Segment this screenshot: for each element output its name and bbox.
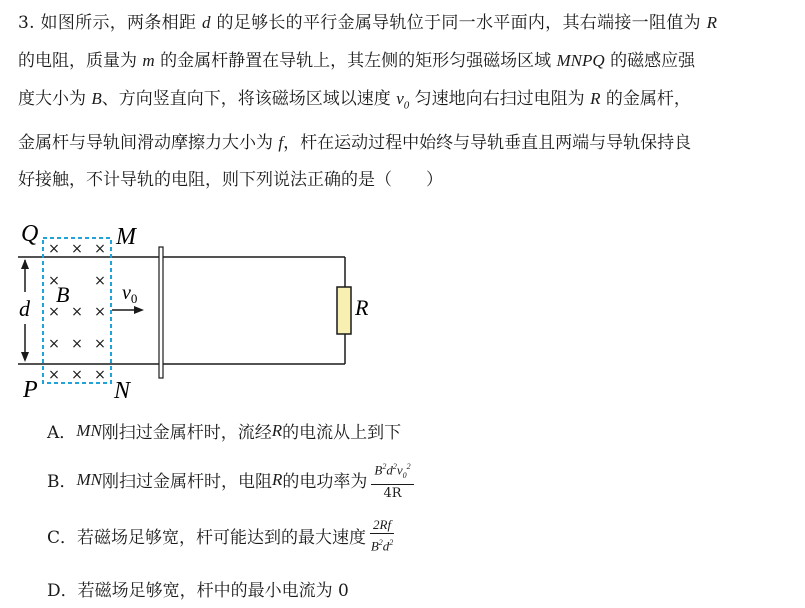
label-d: d: [19, 296, 30, 321]
resistor: [337, 287, 351, 334]
question-stem: [18, 4, 788, 199]
option-c[interactable]: [47, 516, 394, 554]
fraction-denominator: $B^2d^2$: [370, 538, 394, 554]
var-v0: $v_0$: [396, 89, 410, 112]
option-text: 刚扫过金属杆时，流经: [101, 423, 272, 443]
cross-mark: ×: [94, 367, 106, 383]
var-f: f: [278, 133, 284, 153]
cross-mark: ×: [48, 273, 60, 289]
option-a[interactable]: [47, 418, 401, 443]
var-d: d: [201, 13, 211, 32]
cross-mark: ×: [48, 241, 60, 257]
option-text: 的电功率为: [282, 472, 368, 493]
var-R-2: R: [590, 89, 601, 108]
option-letter: A．: [47, 423, 77, 443]
stem-line-5: [18, 162, 788, 199]
var-R: R: [272, 469, 283, 489]
stem-text-1b: 的足够长的平行金属导轨位于同一水平面内，其右端接一阻值为: [210, 13, 707, 33]
option-b[interactable]: [47, 458, 414, 502]
cross-mark: ×: [94, 304, 106, 320]
cross-mark: ×: [94, 273, 106, 289]
cross-mark: ×: [71, 336, 83, 352]
var-R: R: [271, 420, 283, 440]
cross-mark: ×: [48, 304, 60, 320]
option-text: 若磁场足够宽，杆可能达到的最大速度: [77, 527, 367, 548]
cross-mark: ×: [71, 241, 83, 257]
cross-mark: ×: [48, 336, 60, 352]
cross-mark: ×: [94, 241, 106, 257]
power-fraction: [371, 458, 413, 502]
stem-text-1a: 如图所示，两条相距: [40, 13, 202, 33]
fraction-numerator: 2Rf: [370, 516, 394, 534]
stem-text-4a: 金属杆与导轨间滑动摩擦力大小为: [18, 133, 279, 154]
question-number: 3.: [18, 13, 35, 33]
stem-text-3d: 的金属杆，: [600, 89, 691, 109]
stem-text-3a: 度大小为: [18, 89, 92, 109]
cross-mark: ×: [48, 367, 60, 383]
stem-text-3b: 、方向竖直向下，将该磁场区域以速度: [101, 89, 397, 109]
cross-mark: ×: [71, 304, 83, 320]
label-Q: Q: [21, 221, 39, 247]
option-letter: C．: [47, 527, 78, 548]
cross-mark: ×: [94, 336, 106, 352]
var-MNPQ: MNPQ: [556, 51, 605, 70]
field-crosses: [48, 241, 106, 383]
stem-line-2: [18, 42, 788, 80]
stem-line-1: [18, 4, 788, 42]
velocity-fraction: [370, 516, 394, 554]
stem-line-4: [18, 124, 788, 162]
option-d[interactable]: [47, 576, 349, 601]
label-N: N: [114, 378, 131, 404]
option-text: 若磁场足够宽，杆中的最小电流为 0: [77, 581, 349, 601]
label-B: B: [56, 282, 70, 307]
stem-text-2b: 的金属杆静置在导轨上，其左侧的矩形匀强磁场区域: [154, 51, 557, 71]
label-v0: $v_0$: [122, 282, 138, 306]
stem-text-4b: ，杆在运动过程中始终与导轨垂直且两端与导轨保持良: [283, 133, 692, 154]
option-letter: D．: [47, 581, 78, 601]
label-M: M: [116, 224, 136, 250]
stem-text-5: 好接触，不计导轨的电阻，则下列说法正确的是（ ）: [18, 170, 443, 191]
circuit-diagram: [10, 212, 380, 407]
var-MN: MN: [76, 420, 102, 440]
var-m: m: [142, 51, 155, 70]
var-MN: MN: [76, 469, 102, 489]
metal-rod: [159, 247, 163, 378]
stem-text-2a: 的电阻，质量为: [18, 51, 143, 71]
stem-line-3: [18, 80, 788, 124]
fraction-numerator: $B^2d^2v_0^2$: [371, 458, 413, 485]
option-letter: B．: [47, 472, 77, 493]
option-text: 的电流从上到下: [282, 423, 402, 443]
cross-mark: ×: [71, 367, 83, 383]
label-R: R: [355, 295, 369, 320]
option-text: 刚扫过金属杆时，电阻: [102, 472, 272, 493]
var-R: R: [706, 13, 718, 32]
label-P: P: [23, 377, 38, 403]
stem-text-3c: 匀速地向右扫过电阻为: [409, 89, 591, 109]
fraction-denominator: 4R: [383, 485, 402, 501]
stem-text-2c: 的磁感应强: [604, 51, 696, 71]
velocity-arrow: [112, 306, 144, 314]
var-B: B: [91, 89, 102, 108]
